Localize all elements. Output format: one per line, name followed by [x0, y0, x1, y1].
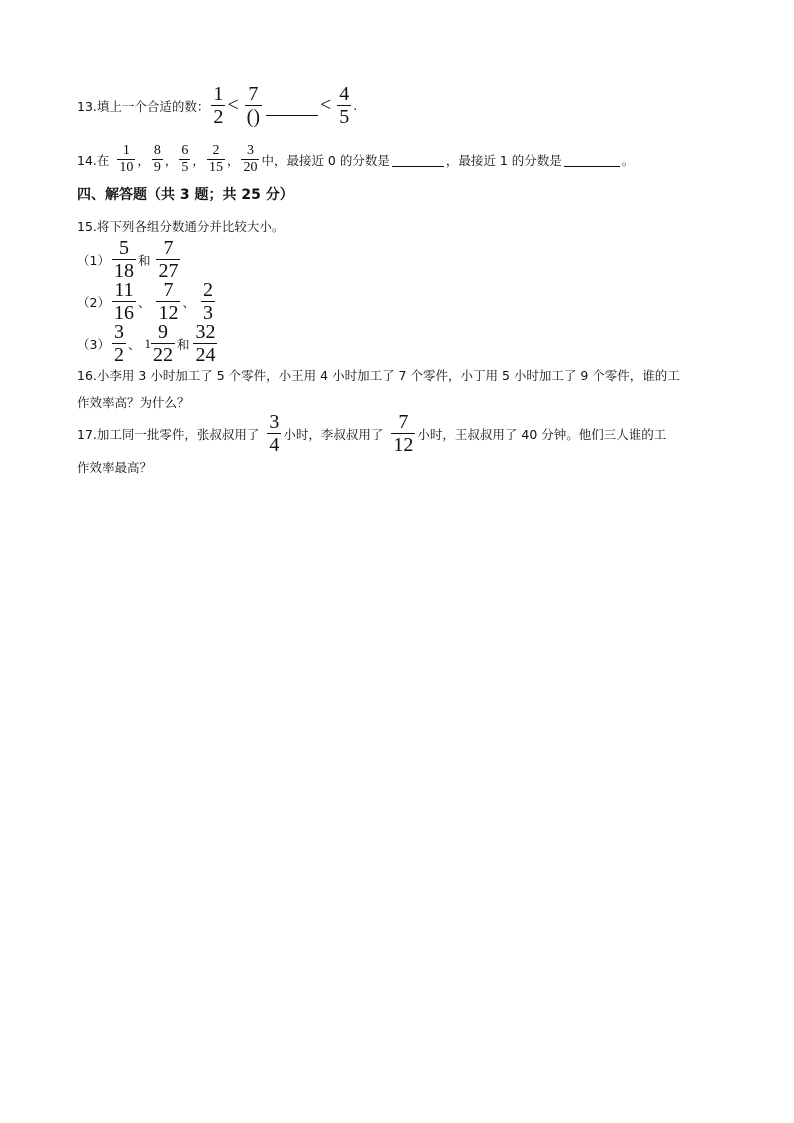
q14-label: 14.在 — [77, 152, 110, 168]
fraction-7-blank: $\frac{7}{()}$ — [246, 83, 260, 128]
question-14: 14.在 $\frac{1}{10}$ ， $\frac{8}{9}$ ， $\frac{6}{5}$ ， $\frac{2}{15}$ ， $\frac{3}{20}$ 中，最接近 0 的分数是 ，最接近 1 的分数是 。 — [77, 143, 635, 175]
q15-part-3: （3） $\frac{3}{2}$ 、 1 $\frac{9}{22}$ 和 $\frac{32}{24}$ — [77, 321, 216, 366]
section-heading: 四、解答题（共 3 题；共 25 分） — [77, 187, 294, 203]
fraction-7-12: $\frac{7}{12}$ — [393, 411, 414, 456]
fraction-1-2: $\frac{1}{2}$ — [213, 83, 224, 128]
fraction-8-9: $\frac{8}{9}$ — [153, 143, 161, 175]
q15-part-2: （2） $\frac{11}{16}$ 、 $\frac{7}{12}$ 、 $\frac{2}{3}$ — [77, 279, 213, 324]
question-17: 17.加工同一批零件，张叔叔用了 $\frac{3}{4}$ 小时，李叔叔用了 $\frac{7}{12}$ 小时，王叔叔用了 40 分钟。他们三人谁的工 — [77, 411, 667, 456]
fraction-7-27: $\frac{7}{27}$ — [158, 237, 179, 282]
question-16: 16.小李用 3 小时加工了 5 个零件，小王用 4 小时加工了 7 个零件，小丁用 5 小时加工了 9 个零件，谁的工 作效率高？为什么？ — [77, 368, 680, 410]
fraction-5-18: $\frac{5}{18}$ — [113, 237, 134, 282]
q13-period: . — [353, 98, 358, 113]
less-than-sign: < — [227, 94, 239, 116]
fraction-7-12: $\frac{7}{12}$ — [158, 279, 179, 324]
fraction-1-10: $\frac{1}{10}$ — [119, 143, 134, 175]
fraction-3-4: $\frac{3}{4}$ — [269, 411, 280, 456]
fraction-3-20: $\frac{3}{20}$ — [243, 143, 258, 175]
fraction-9-22: $\frac{9}{22}$ — [152, 321, 173, 366]
fraction-11-16: $\frac{11}{16}$ — [113, 279, 134, 324]
q14-answer-blank-2[interactable] — [564, 152, 620, 167]
fraction-4-5: $\frac{4}{5}$ — [339, 83, 350, 128]
fraction-6-5: $\frac{6}{5}$ — [181, 143, 189, 175]
fraction-3-2: $\frac{3}{2}$ — [113, 321, 124, 366]
q14-answer-blank-1[interactable] — [392, 152, 444, 167]
q13-answer-blank[interactable] — [266, 95, 318, 116]
q13-label: 13.填上一个合适的数： — [77, 98, 210, 114]
question-17-line-2: 作效率最高？ — [77, 460, 153, 475]
fraction-32-24: $\frac{32}{24}$ — [195, 321, 216, 366]
fraction-2-3: $\frac{2}{3}$ — [202, 279, 213, 324]
question-13 — [77, 84, 357, 127]
q15-part-1: （1） $\frac{5}{18}$ 和 $\frac{7}{27}$ — [77, 237, 179, 282]
fraction-2-15: $\frac{2}{15}$ — [208, 143, 223, 175]
question-15: 15.将下列各组分数通分并比较大小。 — [77, 219, 285, 234]
mixed-number-whole: 1 — [144, 335, 151, 351]
less-than-sign: < — [320, 94, 332, 116]
